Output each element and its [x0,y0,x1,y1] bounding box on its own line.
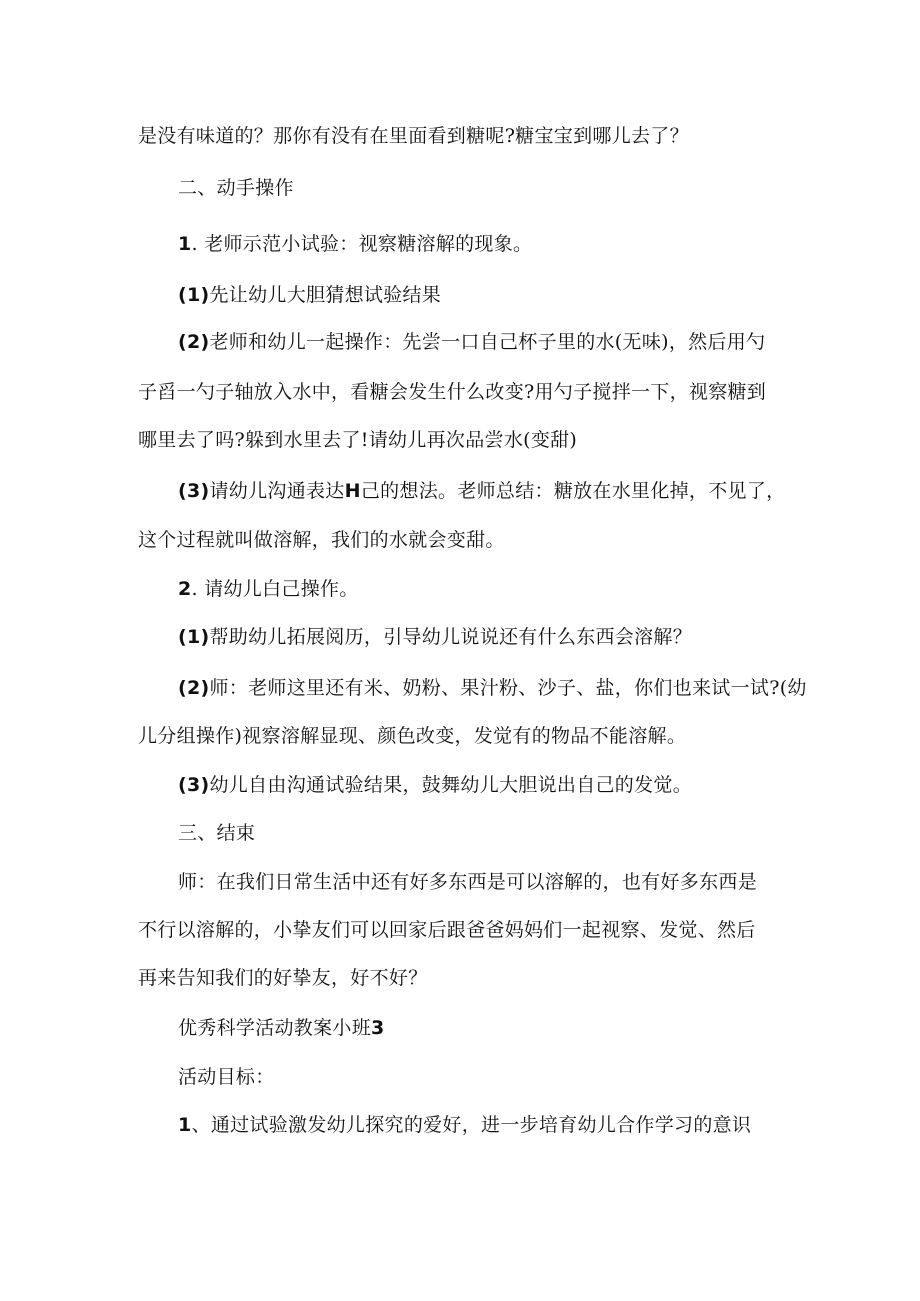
text-line [178,676,807,700]
line-text: 活动目标： [178,1066,275,1088]
item-number: (3) [178,480,210,502]
section-heading [178,1016,385,1040]
line-text: 请幼儿沟通表达 [209,480,345,502]
line-text: 儿分组操作)视察溶解显现、颜色改变，发觉有的物品不能溶解。 [138,725,687,747]
text-line [138,428,577,452]
line-text: 师：老师这里还有米、奶粉、果汁粉、沙子、盐，你们也来试一试?(幼 [209,677,807,699]
line-text: 帮助幼儿拓展阅历，引导幼儿说说还有什么东西会溶解？ [209,626,693,648]
text-line [138,966,428,990]
line-text: 师：在我们日常生活中还有好多东西是可以溶解的，也有好多东西是 [178,871,758,893]
item-number: (1) [178,284,210,306]
item-number: (2) [178,677,210,699]
text-line [138,124,689,148]
text-line [178,625,692,649]
text-line [138,380,766,404]
text-line [138,724,686,748]
text-line [178,479,785,503]
text-line [178,232,532,256]
text-line [178,283,441,307]
item-number: 1 [178,1114,192,1136]
line-text: 不行以溶解的，小挚友们可以回家后跟爸爸妈妈们一起视察、发觉、然后 [138,919,756,941]
text-line [178,1065,275,1089]
line-text: 这个过程就叫做溶解，我们的水就会变甜。 [138,529,505,551]
item-number: (2) [178,331,210,353]
heading-text: 二、动手操作 [178,177,294,199]
line-text: . 请幼儿白己操作。 [191,578,359,600]
text-line [178,870,757,894]
line-text: 哪里去了吗?躲到水里去了!请幼儿再次品尝水(变甜) [138,429,578,451]
item-number: 1 [178,233,192,255]
text-line [178,577,359,601]
item-number: 2 [178,578,192,600]
line-text: 、通过试验激发幼儿探究的爱好，进一步培育幼儿合作学习的意识 [191,1114,752,1136]
line-text: 己的想法。老师总结：糖放在水里化掉，不见了， [360,480,786,502]
line-text: 先让幼儿大胆猜想试验结果 [209,284,442,306]
item-number: (1) [178,626,210,648]
text-line [178,1113,751,1137]
text-line [138,528,505,552]
line-text: 再来告知我们的好挚友，好不好？ [138,967,428,989]
section-heading [178,176,294,200]
item-number: (3) [178,774,210,796]
line-text: 幼儿自由沟通试验结果，鼓舞幼儿大胆说出自己的发觉。 [209,774,693,796]
heading-text: 三、结束 [178,822,256,844]
line-text: 老师和幼儿一起操作：先尝一口自己杯子里的水(无味)，然后用勺 [209,331,766,353]
line-text: 子舀一勺子轴放入水中，看糖会发生什么改变?用勺子搅拌一下，视察糖到 [138,381,767,403]
item-number: 3 [371,1017,385,1039]
line-text: 是没有味道的？那你有没有在里面看到糖呢?糖宝宝到哪儿去了？ [138,125,689,147]
text-line [138,918,756,942]
section-heading [178,821,255,845]
ocr-glyph: H [344,480,361,502]
text-line [178,330,765,354]
line-text: . 老师示范小试验：视察糖溶解的现象。 [191,233,533,255]
heading-text: 优秀科学活动教案小班 [178,1017,372,1039]
text-line [178,773,692,797]
